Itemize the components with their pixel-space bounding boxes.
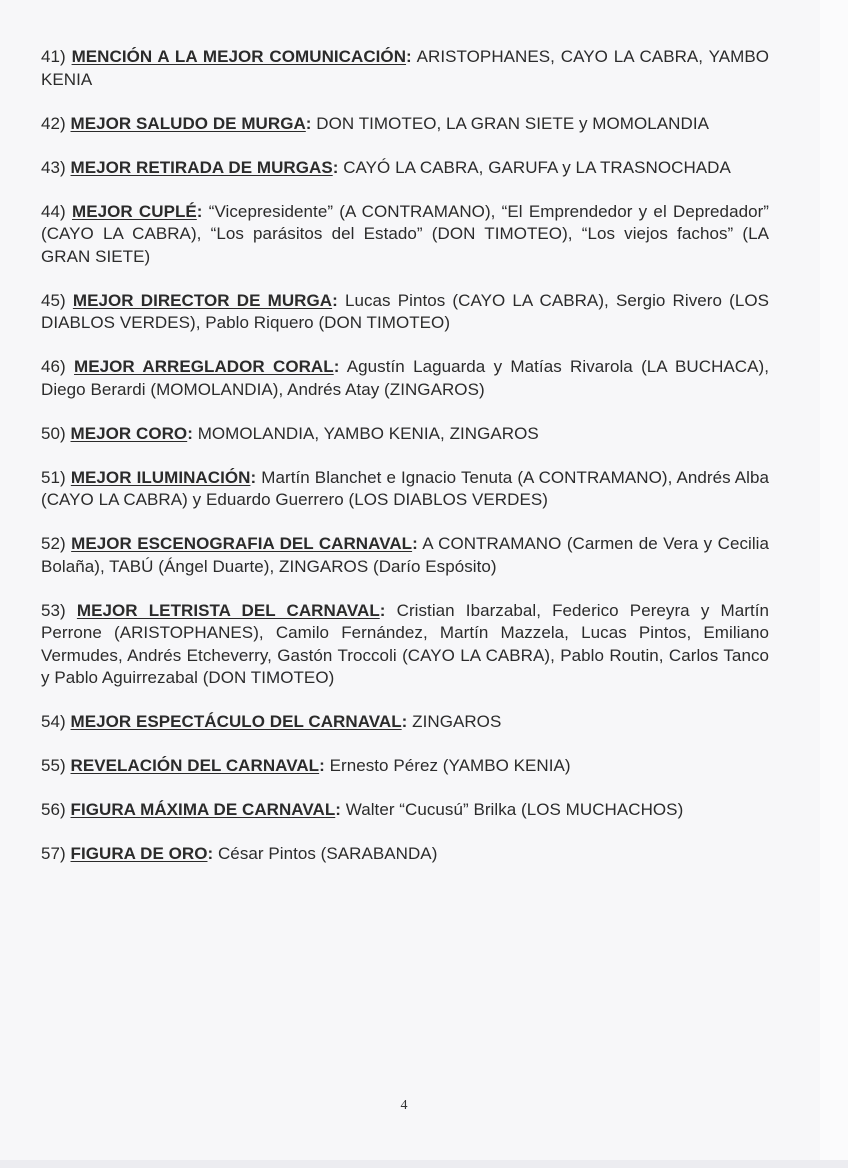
award-number: 54) (41, 712, 66, 731)
award-entry-53 (41, 600, 769, 690)
award-entry-43 (41, 157, 769, 180)
award-colon: : (207, 844, 214, 863)
award-colon: : (332, 290, 338, 310)
award-category: MEJOR ARREGLADOR CORAL (74, 357, 334, 376)
award-number: 50) (41, 423, 66, 443)
award-entry-42 (41, 113, 769, 136)
award-category: MEJOR CUPLÉ (71, 201, 197, 221)
page-number: 4 (400, 1098, 408, 1113)
award-colon: : (379, 600, 386, 620)
award-category: MEJOR DIRECTOR DE MURGA (72, 290, 333, 310)
award-entry-57 (41, 843, 769, 866)
award-category: FIGURA DE ORO (70, 844, 208, 863)
award-category: MEJOR ILUMINACIÓN (70, 467, 251, 487)
award-winners: Martín Blanchet e Ignacio Tenuta (A CONTRAMANO), Andrés Alba (CAYO LA CABRA) y Eduardo Guerrero (LOS DIABLOS VERDES) (41, 467, 769, 509)
award-number: 53) (41, 600, 66, 620)
award-category: MEJOR ESPECTÁCULO DEL CARNAVAL (70, 712, 402, 731)
award-category: MEJOR ESCENOGRAFIA DEL CARNAVAL (71, 534, 413, 553)
award-category: MEJOR CORO (70, 423, 188, 443)
award-category: REVELACIÓN DEL CARNAVAL (70, 756, 320, 775)
award-winners: CAYÓ LA CABRA, GARUFA y LA TRASNOCHADA (343, 157, 731, 177)
award-winners: Ernesto Pérez (YAMBO KENIA) (329, 756, 571, 775)
award-category: MEJOR LETRISTA DEL CARNAVAL (76, 600, 380, 620)
award-winners: Agustín Laguarda y Matías Rivarola (LA BUCHACA), Diego Berardi (MOMOLANDIA), Andrés Atay (ZINGAROS) (41, 357, 769, 399)
awards-list (41, 46, 769, 887)
award-category: MEJOR SALUDO DE MURGA (70, 113, 306, 133)
award-entry-52 (41, 533, 769, 578)
award-colon: : (187, 423, 193, 443)
award-colon: : (196, 201, 203, 221)
award-number: 41) (41, 47, 66, 66)
award-entry-55 (41, 755, 769, 778)
award-entry-44 (41, 201, 769, 269)
award-number: 44) (41, 201, 66, 221)
award-colon: : (335, 800, 341, 819)
award-colon: : (250, 467, 257, 487)
award-number: 46) (41, 357, 66, 376)
award-colon: : (319, 756, 325, 775)
award-number: 51) (41, 467, 66, 487)
award-colon: : (412, 534, 418, 553)
award-winners: ZINGAROS (412, 712, 502, 731)
award-number: 45) (41, 290, 66, 310)
award-winners: “Vicepresidente” (A CONTRAMANO), “El Emprendedor y el Depredador” (CAYO LA CABRA), “Los parásitos del Estado” (DON TIMOTEO), “Los viejos fachos” (LA GRAN SIETE) (41, 201, 769, 266)
award-number: 42) (41, 113, 66, 133)
award-category: MEJOR RETIRADA DE MURGAS (70, 157, 333, 177)
award-winners: César Pintos (SARABANDA) (217, 844, 438, 863)
award-colon: : (406, 47, 412, 66)
award-number: 55) (41, 756, 66, 775)
award-colon: : (305, 113, 312, 133)
award-winners: Cristian Ibarzabal, Federico Pereyra y Martín Perrone (ARISTOPHANES), Camilo Fernández, Martín Mazzela, Lucas Pintos, Emiliano Vermudes, Andrés Etcheverry, Gastón Troccoli (CAYO LA CABRA), Pablo Routin, Carlos Tanco y Pablo Aguirrezabal (DON TIMOTEO) (41, 600, 769, 687)
award-winners: Walter “Cucusú” Brilka (LOS MUCHACHOS) (345, 800, 684, 819)
award-number: 43) (41, 157, 66, 177)
page-edge-bottom (0, 1160, 848, 1168)
award-winners: ARISTOPHANES, CAYO LA CABRA, YAMBO KENIA (41, 47, 769, 89)
award-colon: : (332, 157, 339, 177)
award-category: MENCIÓN A LA MEJOR COMUNICACIÓN (71, 47, 407, 66)
award-colon: : (401, 712, 408, 731)
award-number: 52) (41, 534, 66, 553)
award-entry-51 (41, 467, 769, 512)
award-number: 57) (41, 844, 66, 863)
award-winners: MOMOLANDIA, YAMBO KENIA, ZINGAROS (197, 423, 539, 443)
award-entry-50 (41, 423, 769, 446)
award-winners: DON TIMOTEO, LA GRAN SIETE y MOMOLANDIA (316, 113, 709, 133)
award-number: 56) (41, 800, 66, 819)
award-colon: : (333, 357, 340, 376)
award-entry-54 (41, 711, 769, 734)
award-winners: Lucas Pintos (CAYO LA CABRA), Sergio Rivero (LOS DIABLOS VERDES), Pablo Riquero (DON TIMOTEO) (41, 290, 769, 332)
award-entry-41 (41, 46, 769, 91)
award-entry-56 (41, 799, 769, 822)
award-winners: A CONTRAMANO (Carmen de Vera y Cecilia Bolaña), TABÚ (Ángel Duarte), ZINGAROS (Darío Espósito) (41, 534, 769, 576)
page-edge-right (820, 0, 848, 1168)
award-entry-45 (41, 290, 769, 335)
award-category: FIGURA MÁXIMA DE CARNAVAL (70, 800, 336, 819)
award-entry-46 (41, 356, 769, 401)
